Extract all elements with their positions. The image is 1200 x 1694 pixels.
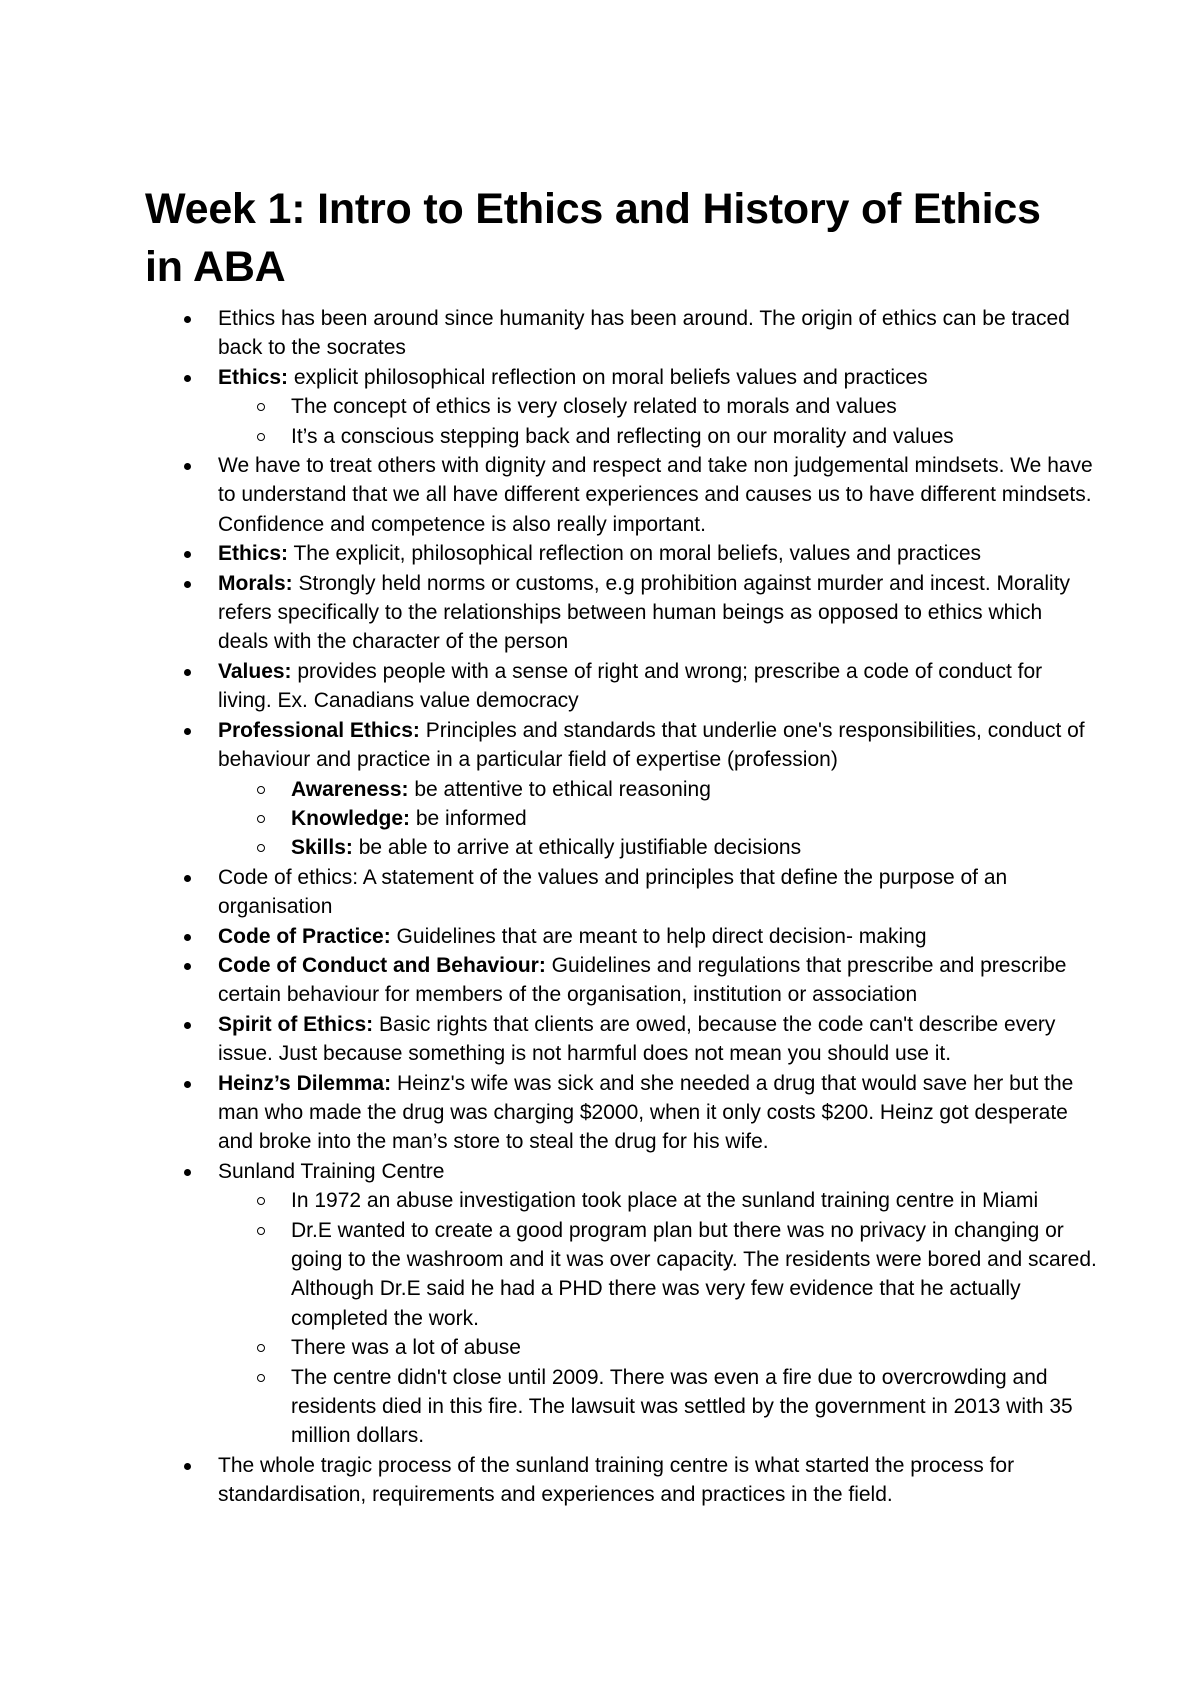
list-item	[218, 569, 1098, 657]
term-label: Values:	[218, 659, 292, 683]
item-text: It’s a conscious stepping back and reflecting on our morality and values	[291, 424, 954, 448]
list-item	[218, 539, 1098, 568]
term-label: Skills:	[291, 836, 353, 860]
notes-list	[218, 304, 1098, 1510]
sub-list	[218, 1186, 1098, 1451]
sub-list-item	[291, 1216, 1098, 1334]
item-text: Ethics has been around since humanity has been around. The origin of ethics can be traced back to the socrates	[218, 307, 1070, 360]
term-label: Morals:	[218, 571, 293, 595]
term-label: Awareness:	[291, 777, 409, 801]
list-item	[218, 716, 1098, 863]
item-text: The explicit, philosophical reflection on moral beliefs, values and practices	[288, 542, 981, 566]
list-item	[218, 863, 1098, 922]
list-item	[218, 363, 1098, 451]
term-label: Ethics:	[218, 365, 289, 389]
item-text: be attentive to ethical reasoning	[408, 777, 711, 801]
item-text: Strongly held norms or customs, e.g prohibition against murder and incest. Morality refers specifically to the relationships between human beings as opposed to ethics which deals with the character of the person	[218, 571, 1071, 654]
term-label: Code of Conduct and Behaviour:	[218, 953, 546, 977]
sub-list-item	[291, 833, 1098, 862]
sub-list	[218, 392, 1098, 451]
list-item	[218, 304, 1098, 363]
list-item	[218, 451, 1098, 539]
list-item	[218, 1157, 1098, 1451]
item-text: We have to treat others with dignity and respect and take non judgemental mindsets. We have to understand that we all have different experiences and causes us to have different mindsets. Confidence and competence is also really important.	[218, 454, 1093, 536]
list-item	[218, 1010, 1098, 1069]
item-text: Guidelines and regulations that prescribe and prescribe certain behaviour for members of the organisation, institution or association	[218, 953, 1067, 1007]
item-text: Sunland Training Centre	[218, 1159, 445, 1183]
sub-list-item	[291, 1363, 1098, 1451]
sub-list-item	[291, 1186, 1098, 1215]
page-title: Week 1: Intro to Ethics and History of Ethics in ABA	[145, 185, 1041, 291]
term-label: Professional Ethics:	[218, 718, 420, 742]
item-text: In 1972 an abuse investigation took place at the sunland training centre in Miami	[291, 1189, 1039, 1213]
term-label: Code of Practice:	[218, 924, 391, 948]
list-item	[218, 657, 1098, 716]
item-text: There was a lot of abuse	[291, 1336, 521, 1360]
term-label: Ethics:	[218, 542, 289, 566]
item-text: Code of ethics: A statement of the values and principles that define the purpose of an organisation	[218, 865, 1008, 919]
sub-list-item	[291, 1333, 1098, 1362]
item-text: Basic rights that clients are owed, because the code can't describe every issue. Just because something is not harmful does not mean you should use it.	[218, 1012, 1056, 1066]
sub-list-item	[291, 392, 1098, 421]
item-text: The concept of ethics is very closely related to morals and values	[291, 395, 897, 419]
item-text: Guidelines that are meant to help direct decision- making	[390, 924, 927, 948]
item-text: Heinz's wife was sick and she needed a drug that would save her but the man who made the drug was charging $2000, when it only costs $200. Heinz got desperate and broke into the man’s store to steal the drug for his wife.	[218, 1071, 1074, 1154]
sub-list-item	[291, 775, 1098, 804]
item-text: Dr.E wanted to create a good program plan but there was no privacy in changing or going to the washroom and it was over capacity. The residents were bored and scared. Although Dr.E said he had a PHD there was very few evidence that he actually completed the work.	[291, 1218, 1097, 1330]
item-text: The whole tragic process of the sunland training centre is what started the process for standardisation, requirements and experiences and practices in the field.	[218, 1453, 1015, 1507]
term-label: Knowledge:	[291, 806, 410, 830]
list-item	[218, 922, 1098, 951]
item-text: Principles and standards that underlie one's responsibilities, conduct of behaviour and practice in a particular field of expertise (profession)	[218, 718, 1085, 772]
sub-list-item	[291, 422, 1098, 451]
list-item	[218, 1069, 1098, 1157]
term-label: Heinz’s Dilemma:	[218, 1071, 392, 1095]
item-text: be informed	[410, 806, 527, 830]
list-item	[218, 1451, 1098, 1510]
sub-list	[218, 775, 1098, 863]
term-label: Spirit of Ethics:	[218, 1012, 374, 1036]
list-item	[218, 951, 1098, 1010]
item-text: be able to arrive at ethically justifiable decisions	[352, 836, 802, 860]
sub-list-item	[291, 804, 1098, 833]
item-text: provides people with a sense of right and wrong; prescribe a code of conduct for living. Ex. Canadians value democracy	[218, 659, 1043, 713]
item-text: The centre didn't close until 2009. There was even a fire due to overcrowding and residents died in this fire. The lawsuit was settled by the government in 2013 with 35 million dollars.	[291, 1365, 1073, 1448]
item-text: explicit philosophical reflection on moral beliefs values and practices	[288, 365, 928, 389]
